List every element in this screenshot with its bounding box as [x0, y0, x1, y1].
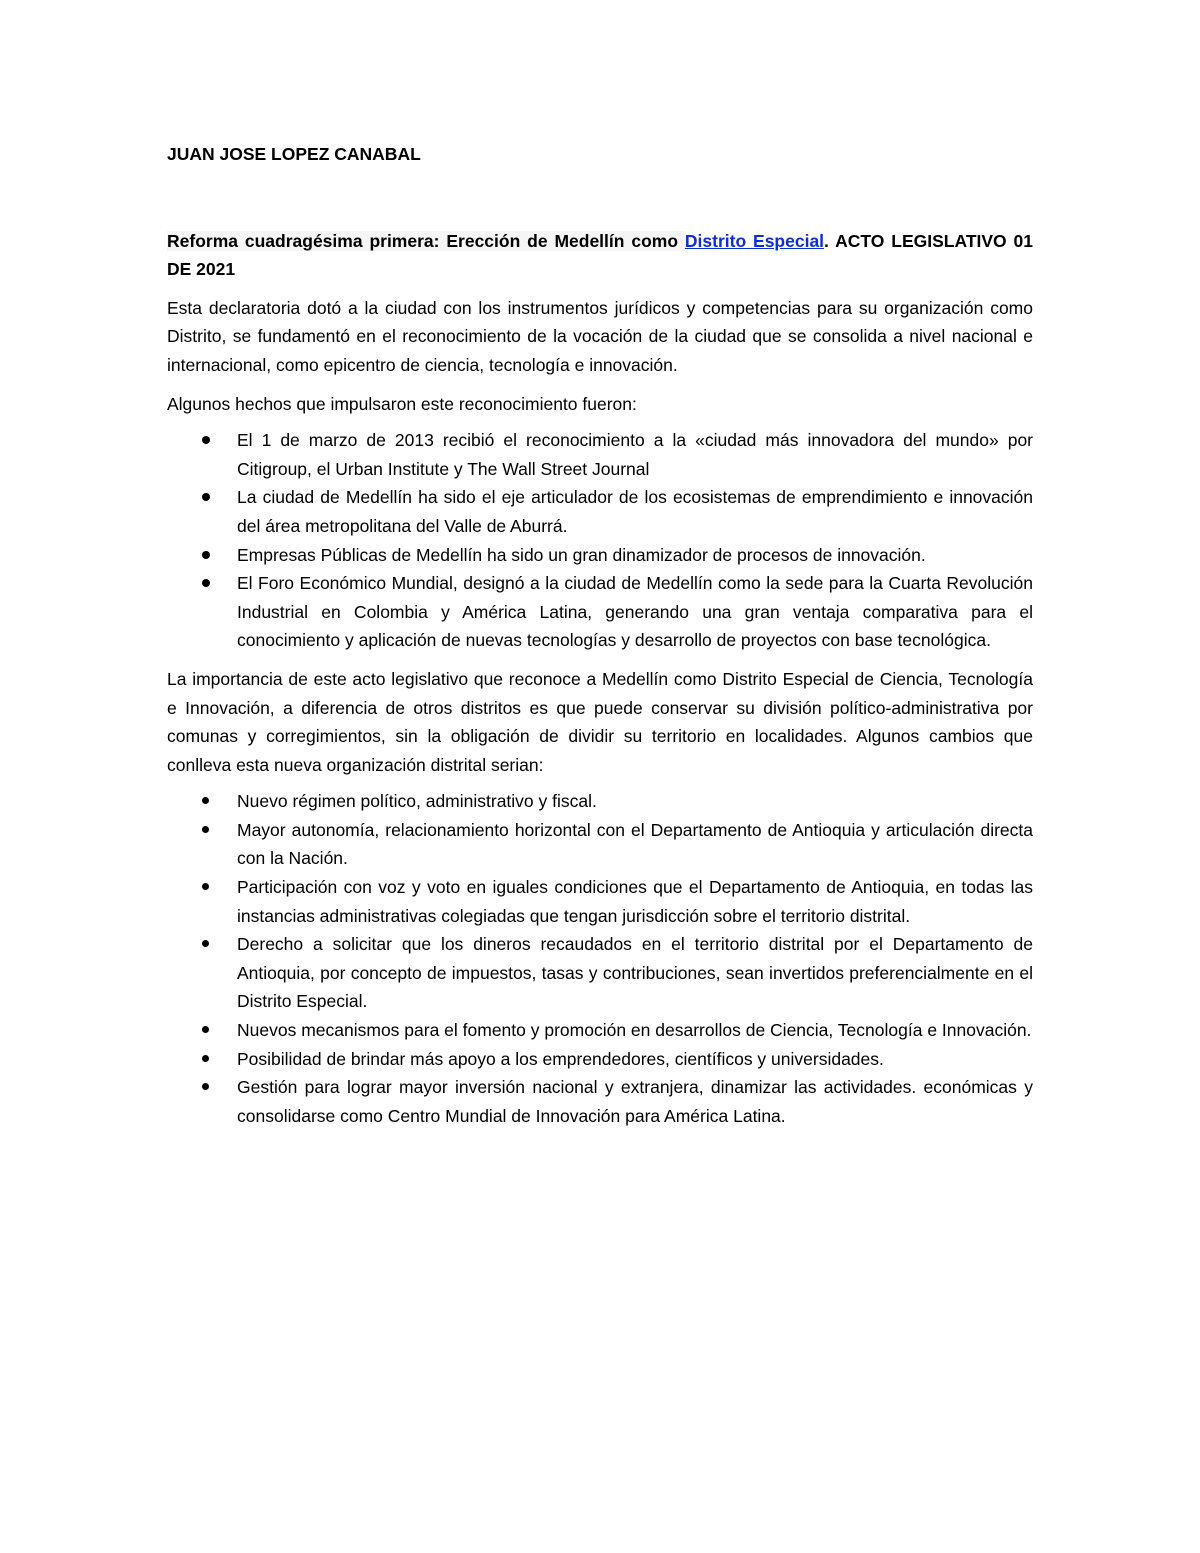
cambios-list: [167, 787, 1033, 1130]
list-item-text: Gestión para lograr mayor inversión nacional y extranjera, dinamizar las actividades. económicas y consolidarse como Centro Mundial de Innovación para América Latina.: [237, 1077, 1033, 1126]
list-item-text: Derecho a solicitar que los dineros recaudados en el territorio distrital por el Departamento de Antioquia, por concepto de impuestos, tasas y contribuciones, sean invertidos preferencialmente en el Distrito Especial.: [237, 934, 1033, 1012]
heading-text-end: . ACTO LEGISLATIVO 01 DE 2021: [167, 230, 1033, 280]
list-item: [167, 426, 1033, 483]
bullet-icon: [202, 493, 210, 501]
bullet-icon: [202, 883, 209, 890]
heading-text-start: Reforma cuadragésima primera: Erección de Medellín como: [167, 230, 685, 251]
list-item: [167, 1073, 1033, 1130]
bullet-icon: [202, 551, 210, 559]
list-item-text: Empresas Públicas de Medellín ha sido un gran dinamizador de procesos de innovación.: [237, 544, 926, 565]
paragraph-declaratoria: Esta declaratoria dotó a la ciudad con los instrumentos jurídicos y competencias para su organización como Distrito, se fundamentó en el reconocimiento de la vocación de la ciudad que se consolida a nivel nacional e internacional, como epicentro de ciencia, tecnología e innovación.: [167, 297, 1033, 375]
list-item-text: Mayor autonomía, relacionamiento horizontal con el Departamento de Antioquia y articulación directa con la Nación.: [237, 819, 1033, 869]
bullet-icon: [202, 579, 210, 587]
author-name: JUAN JOSE LOPEZ CANABAL: [167, 144, 421, 164]
list-item: [167, 1045, 1033, 1074]
list-item-text: Nuevo régimen político, administrativo y fiscal.: [237, 791, 597, 812]
list-item: [167, 1016, 1033, 1045]
bullet-icon: [202, 1055, 209, 1062]
list-item: [167, 930, 1033, 1016]
list-item-text: Participación con voz y voto en iguales condiciones que el Departamento de Antioquia, en todas las instancias administrativas colegiadas que tengan jurisdicción sobre el territorio distrital.: [237, 877, 1033, 926]
list-item-text: La ciudad de Medellín ha sido el eje articulador de los ecosistemas de emprendimiento e innovación del área metropolitana del Valle de Aburrá.: [237, 487, 1033, 536]
bullet-icon: [202, 826, 209, 833]
list-item: [167, 541, 1033, 570]
bullet-icon: [202, 940, 209, 947]
paragraph-hechos-intro: Algunos hechos que impulsaron este reconocimiento fueron:: [167, 393, 637, 414]
document-body: [167, 140, 1033, 1130]
distrito-especial-link[interactable]: Distrito Especial: [684, 230, 825, 251]
list-item: [167, 483, 1033, 540]
document-heading: [167, 227, 1033, 284]
list-item: [167, 816, 1033, 873]
hechos-list: [167, 426, 1033, 655]
list-item-text: Nuevos mecanismos para el fomento y promoción en desarrollos de Ciencia, Tecnología e Innovación.: [237, 1020, 1032, 1041]
list-item-text: El 1 de marzo de 2013 recibió el reconocimiento a la «ciudad más innovadora del mundo» por Citigroup, el Urban Institute y The Wall Street Journal: [237, 430, 1033, 479]
bullet-icon: [202, 1083, 209, 1090]
bullet-icon: [202, 797, 209, 804]
list-item: [167, 873, 1033, 930]
list-item-text: El Foro Económico Mundial, designó a la ciudad de Medellín como la sede para la Cuarta Revolución Industrial en Colombia y América Latina, generando una gran ventaja comparativa para el conocimiento y aplicación de nuevas tecnologías y desarrollo de proyectos con base tecnológica.: [237, 573, 1033, 651]
list-item: [167, 787, 1033, 816]
bullet-icon: [202, 1026, 209, 1033]
bullet-icon: [202, 436, 210, 444]
list-item-text: Posibilidad de brindar más apoyo a los emprendedores, científicos y universidades.: [237, 1048, 884, 1069]
paragraph-importancia: La importancia de este acto legislativo que reconoce a Medellín como Distrito Especial de Ciencia, Tecnología e Innovación, a diferencia de otros distritos es que puede conservar su división político-administrativa por comunas y corregimientos, sin la obligación de dividir su territorio en localidades. Algunos cambios que conlleva esta nueva organización distrital serian:: [167, 668, 1033, 775]
list-item: [167, 569, 1033, 655]
